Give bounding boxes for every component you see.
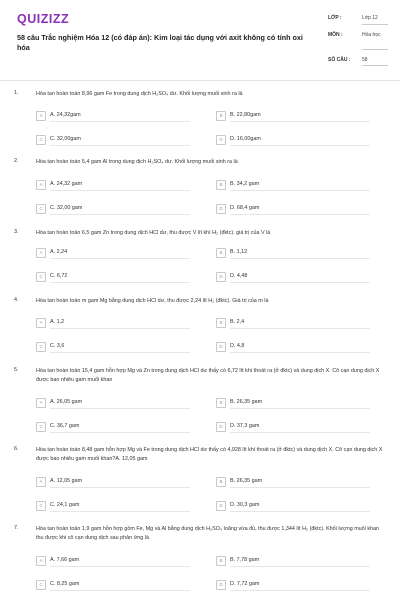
- option-underline: [50, 487, 190, 488]
- answer-option-d[interactable]: [216, 580, 376, 592]
- answer-option-b[interactable]: [216, 398, 376, 410]
- option-text: A. 24,32 gam: [50, 181, 83, 187]
- answer-option-c[interactable]: [36, 204, 196, 216]
- option-key-box: B: [216, 556, 226, 566]
- question-text: Hòa tan hoàn toàn 8,96 gam Fe trong dung dịch H₂SO₄ dư. Khối lượng muối sinh ra là: [36, 91, 243, 97]
- option-key-box: A: [36, 398, 46, 408]
- option-underline: [50, 282, 190, 283]
- answer-option-d[interactable]: [216, 272, 376, 284]
- option-key-box: A: [36, 248, 46, 258]
- question-text: Hòa tan hoàn toàn 5,4 gam Al trong dung dịch H₂SO₄ dư. Khối lượng muối sinh ra là: [36, 159, 238, 165]
- answer-option-c[interactable]: [36, 422, 196, 434]
- worksheet-header: [0, 0, 400, 72]
- question-number: 4.: [14, 297, 19, 303]
- option-underline: [230, 258, 370, 259]
- option-key-box: A: [36, 318, 46, 328]
- subject-label: MÔN :: [328, 32, 343, 38]
- answer-option-a[interactable]: [36, 398, 196, 410]
- option-underline: [50, 352, 190, 353]
- option-underline: [50, 511, 190, 512]
- question-number: 7.: [14, 525, 19, 531]
- answer-option-c[interactable]: [36, 272, 196, 284]
- answer-option-d[interactable]: [216, 501, 376, 513]
- question-number: 5.: [14, 367, 19, 373]
- option-key-box: C: [36, 580, 46, 590]
- option-underline: [50, 258, 190, 259]
- grade-value: Lớp 12: [362, 15, 378, 21]
- option-text: B. 2,4: [230, 319, 245, 325]
- option-key-box: D: [216, 272, 226, 282]
- option-underline: [230, 145, 370, 146]
- option-key-box: D: [216, 204, 226, 214]
- header-divider: [0, 80, 400, 81]
- answer-option-b[interactable]: [216, 477, 376, 489]
- question-number: 3.: [14, 229, 19, 235]
- option-underline: [50, 121, 190, 122]
- option-key-box: D: [216, 342, 226, 352]
- question-text: Hòa tan hoàn toàn 1,9 gam hỗn hợp gồm Fe, Mg và Al bằng dung dịch H₂SO₄ loãng vừa đủ, thu được 1,344 lít H₂ (đktc). Khối lượng muối khan thu được khi cô cạn dung dịch sau phản ứng là: [36, 526, 380, 541]
- option-text: A. 26,05 gam: [50, 399, 83, 405]
- option-key-box: D: [216, 422, 226, 432]
- quizizz-logo: QUIZIZZ: [17, 12, 70, 26]
- option-key-box: B: [216, 398, 226, 408]
- option-text: D. 37,3 gam: [230, 423, 260, 429]
- answer-option-c[interactable]: [36, 580, 196, 592]
- question-number: 2.: [14, 158, 19, 164]
- answer-option-a[interactable]: [36, 477, 196, 489]
- option-key-box: C: [36, 204, 46, 214]
- option-key-box: C: [36, 272, 46, 282]
- option-text: C. 3,6: [50, 343, 65, 349]
- option-key-box: A: [36, 180, 46, 190]
- option-underline: [230, 282, 370, 283]
- option-key-box: B: [216, 248, 226, 258]
- answer-option-b[interactable]: [216, 248, 376, 260]
- option-underline: [230, 590, 370, 591]
- option-underline: [50, 566, 190, 567]
- option-text: A. 1,2: [50, 319, 65, 325]
- question-text: Hòa tan hoàn toàn 8,48 gam hỗn hợp Mg và Fe trong dung dịch HCl dư thấy có 4,928 lít khí thoát ra (ở đktc) và dung dịch X. Cô cạn dung dịch X được bao nhiêu gam muối khan?A. 12,05 gam: [36, 447, 383, 462]
- option-text: C. 32,00 gam: [50, 205, 83, 211]
- option-underline: [230, 214, 370, 215]
- answer-option-a[interactable]: [36, 180, 196, 192]
- option-text: C. 6,72: [50, 273, 68, 279]
- option-key-box: C: [36, 342, 46, 352]
- option-underline: [50, 214, 190, 215]
- answer-option-b[interactable]: [216, 180, 376, 192]
- option-key-box: B: [216, 180, 226, 190]
- answer-option-d[interactable]: [216, 204, 376, 216]
- option-underline: [230, 121, 370, 122]
- option-text: A. 2,24: [50, 249, 68, 255]
- question-count-label: SỐ CÂU :: [328, 57, 351, 63]
- question-count-underline: [362, 65, 388, 66]
- option-underline: [50, 408, 190, 409]
- option-key-box: B: [216, 318, 226, 328]
- option-text: C. 36,7 gam: [50, 423, 80, 429]
- option-text: B. 1,12: [230, 249, 248, 255]
- answer-option-c[interactable]: [36, 501, 196, 513]
- option-underline: [50, 190, 190, 191]
- option-key-box: A: [36, 556, 46, 566]
- answer-option-a[interactable]: [36, 556, 196, 568]
- option-underline: [230, 487, 370, 488]
- option-key-box: C: [36, 501, 46, 511]
- option-underline: [230, 511, 370, 512]
- option-text: D. 30,3 gam: [230, 502, 260, 508]
- option-underline: [230, 566, 370, 567]
- question-number: 6.: [14, 446, 19, 452]
- answer-option-a[interactable]: [36, 318, 196, 330]
- question-number: 1.: [14, 90, 19, 96]
- question-count-value: 58: [362, 57, 368, 63]
- grade-underline: [362, 24, 388, 25]
- option-underline: [50, 145, 190, 146]
- answer-option-a[interactable]: [36, 111, 196, 123]
- answer-option-b[interactable]: [216, 111, 376, 123]
- subject-underline: [362, 49, 388, 50]
- option-text: D. 7,72 gam: [230, 581, 260, 587]
- option-underline: [230, 352, 370, 353]
- option-text: B. 26,35 gam: [230, 399, 263, 405]
- option-underline: [230, 408, 370, 409]
- option-underline: [50, 432, 190, 433]
- answer-option-c[interactable]: [36, 342, 196, 354]
- option-text: B. 22,80gam: [230, 112, 261, 118]
- answer-option-d[interactable]: [216, 342, 376, 354]
- option-underline: [230, 328, 370, 329]
- option-underline: [50, 590, 190, 591]
- option-key-box: D: [216, 580, 226, 590]
- option-key-box: D: [216, 135, 226, 145]
- option-key-box: C: [36, 422, 46, 432]
- option-key-box: A: [36, 477, 46, 487]
- answer-option-b[interactable]: [216, 318, 376, 330]
- option-underline: [50, 328, 190, 329]
- worksheet-title: 58 câu Trắc nghiệm Hóa 12 (có đáp án): Kim loại tác dụng với axit không có tính oxi hóa: [17, 33, 303, 52]
- option-key-box: C: [36, 135, 46, 145]
- option-text: C. 24,1 gam: [50, 502, 80, 508]
- option-text: A. 7,66 gam: [50, 557, 80, 563]
- option-text: D. 68,4 gam: [230, 205, 260, 211]
- option-text: B. 7,78 gam: [230, 557, 260, 563]
- subject-value: Hóa học: [362, 32, 381, 38]
- option-text: B. 26,35 gam: [230, 478, 263, 484]
- answer-option-c[interactable]: [36, 135, 196, 147]
- grade-label: LỚP :: [328, 15, 342, 21]
- option-text: A. 12,05 gam: [50, 478, 83, 484]
- option-text: D. 4,48: [230, 273, 248, 279]
- answer-option-d[interactable]: [216, 135, 376, 147]
- option-underline: [230, 190, 370, 191]
- question-text: Hòa tan hoàn toàn 6,5 gam Zn trong dung dịch HCl dư, thu được V lít khí H₂ (đktc). giá trị của V là: [36, 230, 271, 236]
- option-text: A. 24,32gam: [50, 112, 81, 118]
- option-text: D. 4,8: [230, 343, 245, 349]
- option-key-box: A: [36, 111, 46, 121]
- answer-option-b[interactable]: [216, 556, 376, 568]
- option-key-box: B: [216, 111, 226, 121]
- option-text: C. 32,00gam: [50, 136, 81, 142]
- answer-option-d[interactable]: [216, 422, 376, 434]
- question-text: Hòa tan hoàn toàn 15,4 gam hỗn hợp Mg và Zn trong dung dịch HCl dư thấy có 6,72 lít khí thoát ra (ở đktc) và dung dịch X. Cô cạn dung dịch X được bao nhiêu gam muối khan: [36, 368, 380, 383]
- option-underline: [230, 432, 370, 433]
- option-key-box: B: [216, 477, 226, 487]
- option-text: B. 34,2 gam: [230, 181, 260, 187]
- option-text: C. 8,25 gam: [50, 581, 80, 587]
- question-text: Hòa tan hoàn toàn m gam Mg bằng dung dịch HCl dư, thu được 2,24 lít H₂ (đktc). Giá trị của m là: [36, 298, 269, 304]
- option-key-box: D: [216, 501, 226, 511]
- option-text: D. 16,00gam: [230, 136, 261, 142]
- answer-option-a[interactable]: [36, 248, 196, 260]
